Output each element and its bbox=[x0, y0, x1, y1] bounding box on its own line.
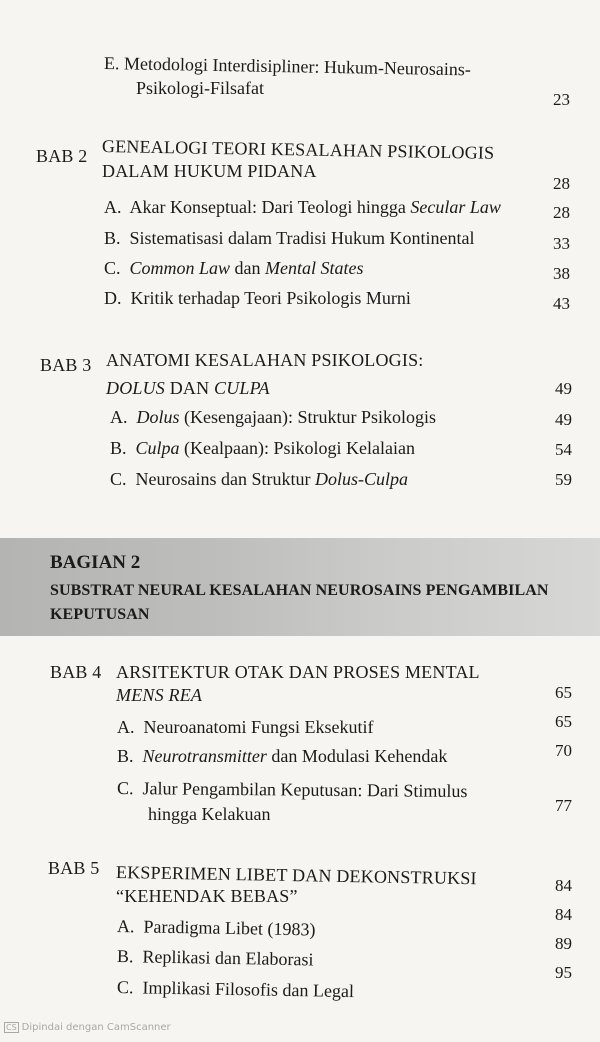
toc-entry: B. Neurotransmitter dan Modulasi Kehendak bbox=[117, 746, 448, 766]
toc-page-number: 65 bbox=[555, 712, 572, 731]
toc-page-number: 43 bbox=[553, 294, 570, 313]
toc-entry: A. Neuroanatomi Fungsi Eksekutif bbox=[117, 717, 374, 737]
toc-page-number: 54 bbox=[555, 440, 572, 459]
toc-page-number: 89 bbox=[555, 934, 572, 953]
toc-entry: B. Replikasi dan Elaborasi bbox=[116, 946, 314, 970]
chapter-title-line2: MENS REA bbox=[116, 685, 203, 705]
toc-entry: A. Paradigma Libet (1983) bbox=[116, 916, 316, 940]
toc-page-number: 84 bbox=[555, 905, 572, 924]
toc-page-number: 49 bbox=[555, 410, 572, 429]
toc-page-number: 59 bbox=[555, 470, 572, 489]
chapter-title-line2: “KEHENDAK BEBAS” bbox=[116, 886, 298, 906]
chapter-title-line1: ANATOMI KESALAHAN PSIKOLOGIS: bbox=[106, 350, 424, 370]
toc-page-number: 28 bbox=[553, 203, 570, 222]
toc-entry: B. Culpa (Kealpaan): Psikologi Kelalaian bbox=[110, 438, 415, 458]
toc-page-number: 84 bbox=[555, 876, 572, 895]
chapter-number: BAB 2 bbox=[36, 146, 88, 166]
chapter-title-line1: GENEALOGI TEORI KESALAHAN PSIKOLOGIS bbox=[101, 136, 495, 163]
toc-entry: D. Kritik terhadap Teori Psikologis Murni bbox=[104, 288, 411, 308]
camscanner-logo-icon: CS bbox=[6, 1023, 17, 1032]
part-subtitle-line1: SUBSTRAT NEURAL KESALAHAN NEUROSAINS PENGAMBILAN bbox=[50, 582, 549, 599]
toc-entry: A. Akar Konseptual: Dari Teologi hingga Secular Law bbox=[104, 197, 501, 217]
scanner-watermark: CS Dipindai dengan CamScanner bbox=[6, 1022, 171, 1033]
chapter-number: BAB 5 bbox=[48, 858, 100, 878]
toc-entry-line2: hingga Kelakuan bbox=[148, 804, 271, 824]
toc-page-number: 95 bbox=[555, 963, 572, 982]
toc-entry: B. Sistematisasi dalam Tradisi Hukum Kontinental bbox=[104, 228, 475, 248]
chapter-title-line2: DOLUS DAN CULPA bbox=[106, 378, 270, 398]
chapter-title-line2: DALAM HUKUM PIDANA bbox=[102, 161, 317, 181]
chapter-number: BAB 4 bbox=[50, 662, 102, 682]
toc-entry: C. Implikasi Filosofis dan Legal bbox=[116, 977, 355, 1002]
toc-page-number: 70 bbox=[555, 741, 572, 760]
part-title: BAGIAN 2 bbox=[50, 552, 141, 573]
toc-page-number: 49 bbox=[555, 379, 572, 398]
chapter-title-line1: EKSPERIMEN LIBET DAN DEKONSTRUKSI bbox=[115, 862, 477, 889]
part-subtitle-line2: KEPUTUSAN bbox=[50, 606, 150, 623]
toc-entry-e-line1: E. Metodologi Interdisipliner: Hukum-Neurosains- bbox=[103, 53, 472, 80]
toc-page-number: 65 bbox=[555, 683, 572, 702]
toc-page-number: 77 bbox=[555, 796, 572, 815]
toc-page-number: 33 bbox=[553, 234, 570, 253]
toc-entry-e-line2: Psikologi-Filsafat bbox=[136, 78, 265, 98]
toc-page-number: 28 bbox=[553, 174, 570, 193]
toc-entry: A. Dolus (Kesengajaan): Struktur Psikologis bbox=[110, 407, 436, 427]
chapter-number: BAB 3 bbox=[40, 355, 92, 375]
toc-page-number: 38 bbox=[553, 264, 570, 283]
toc-entry-line1: C. Jalur Pengambilan Keputusan: Dari Stimulus bbox=[116, 778, 468, 802]
toc-entry: C. Neurosains dan Struktur Dolus-Culpa bbox=[110, 469, 409, 489]
chapter-title-line1: ARSITEKTUR OTAK DAN PROSES MENTAL bbox=[116, 662, 480, 682]
toc-entry: C. Common Law dan Mental States bbox=[104, 258, 364, 278]
toc-page-number: 23 bbox=[553, 90, 570, 109]
